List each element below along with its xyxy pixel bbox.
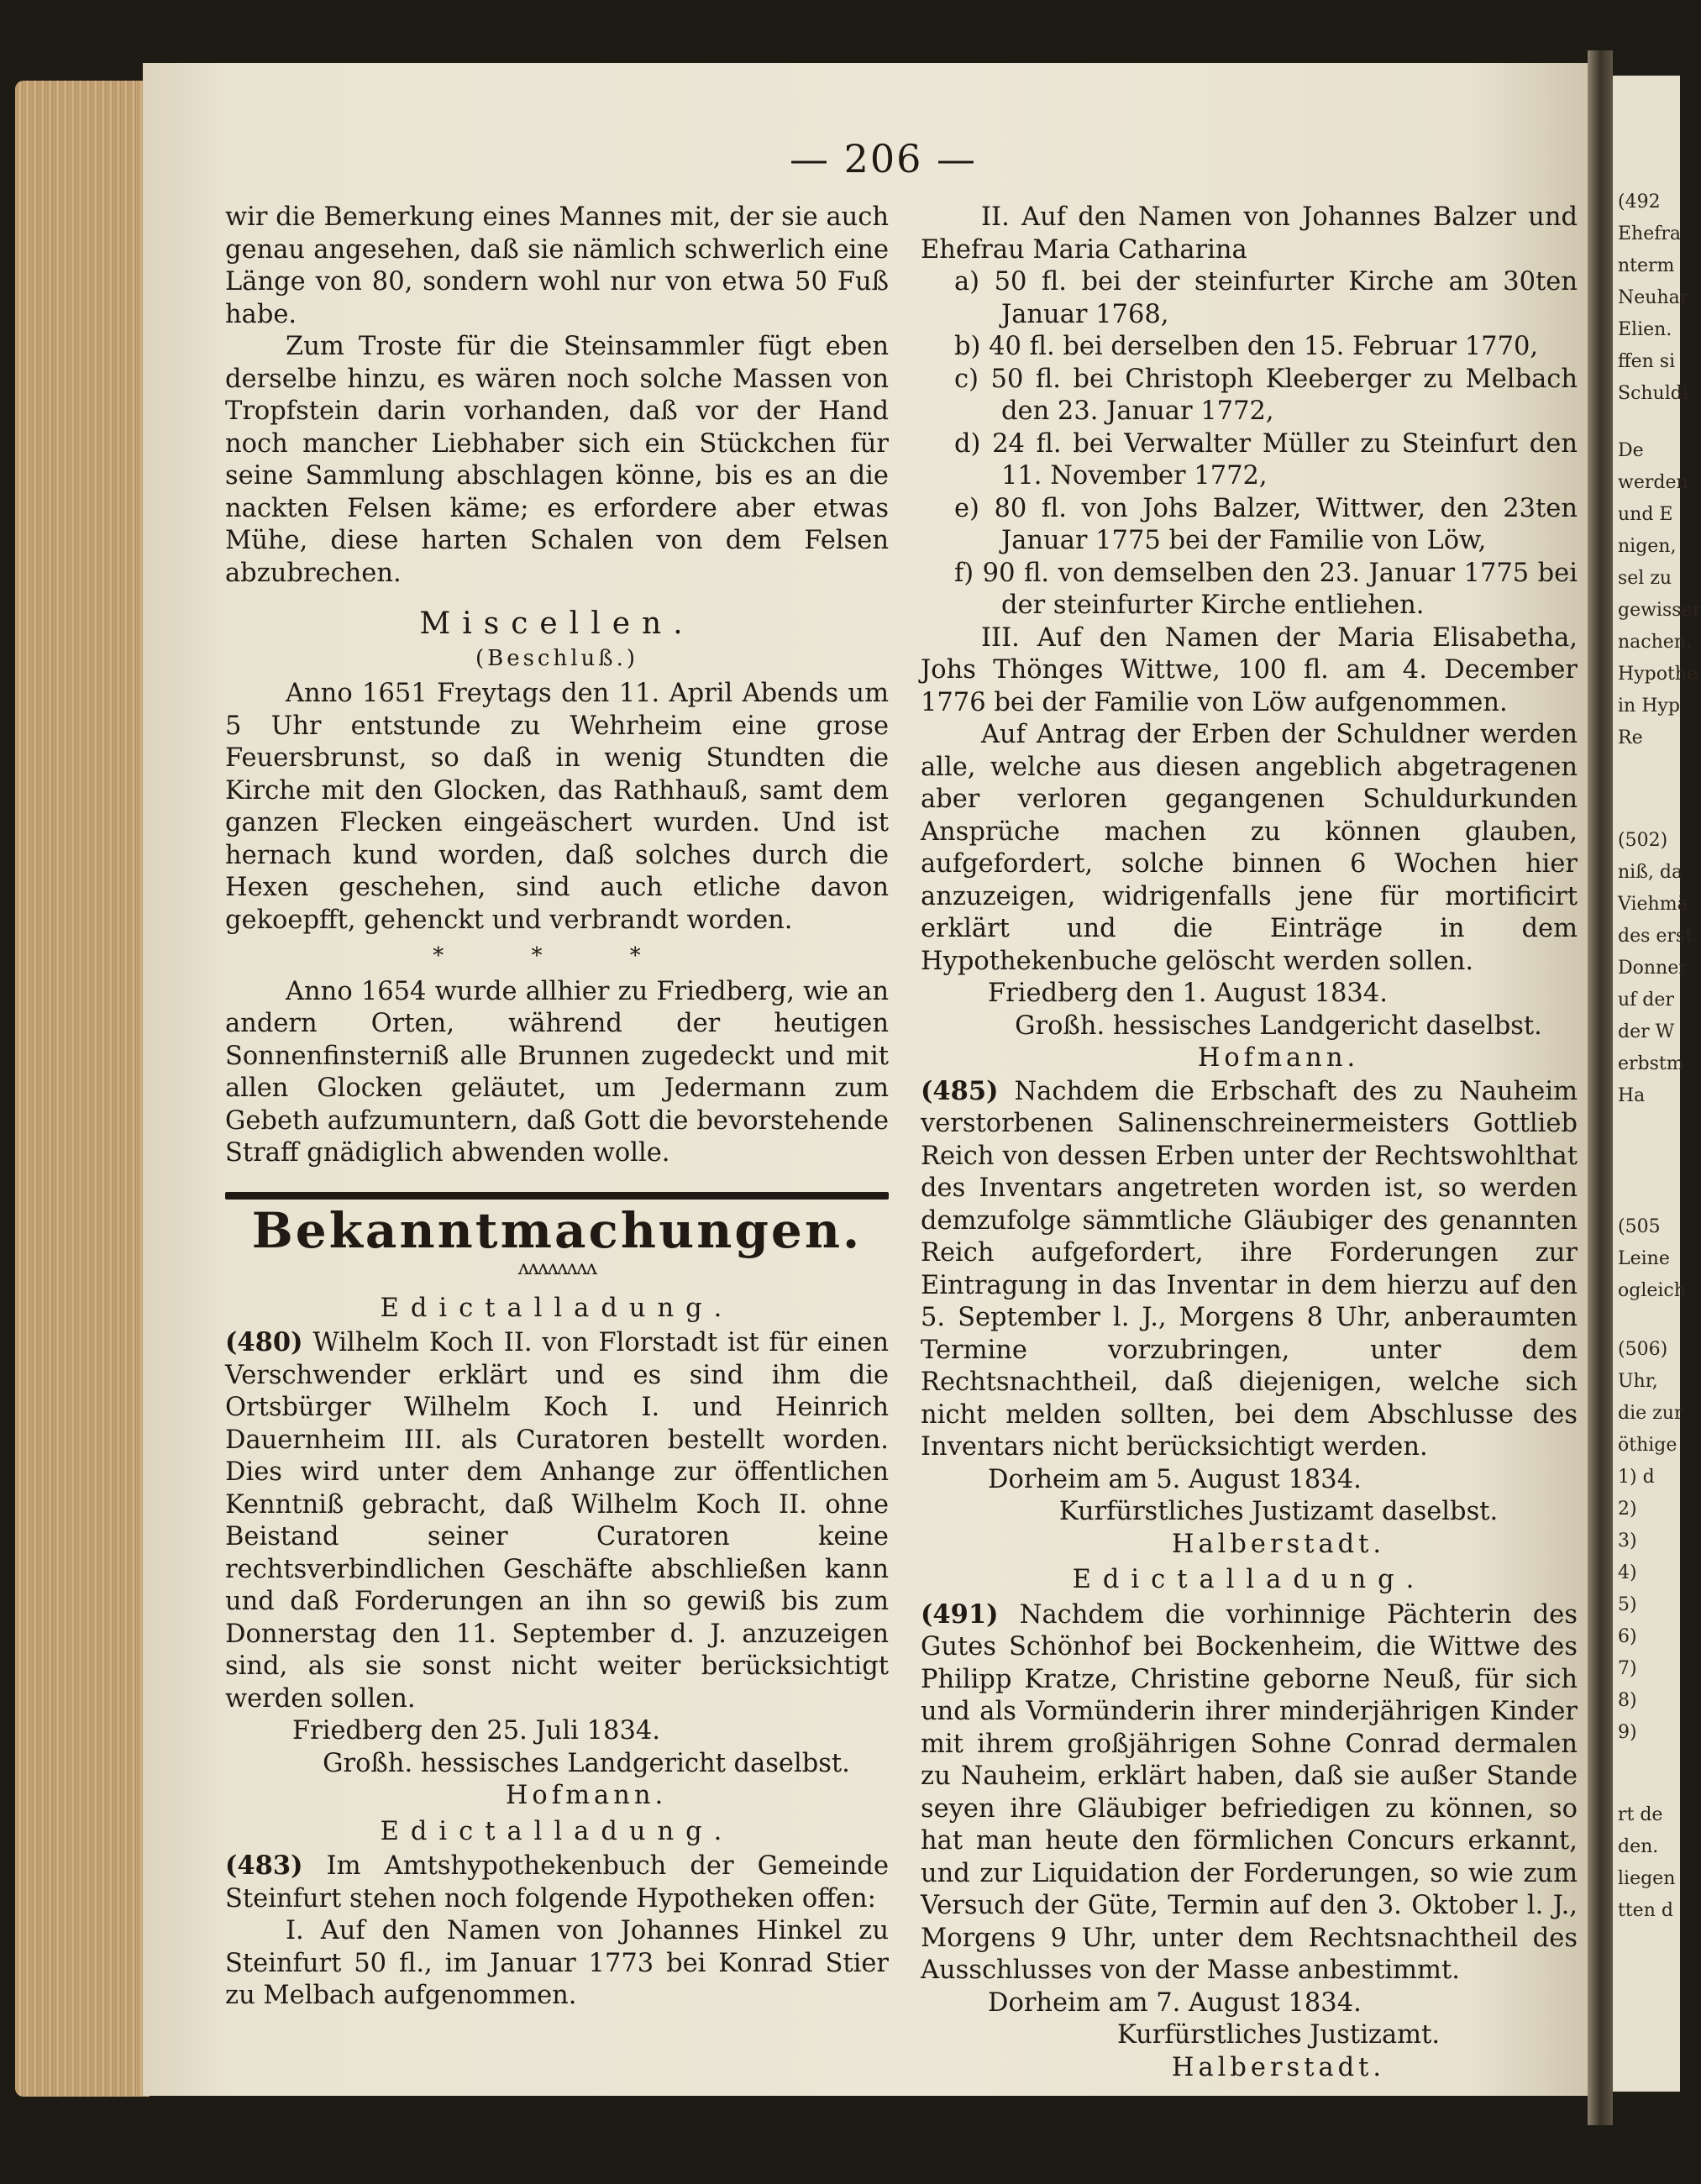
notice-number: (483)	[225, 1851, 303, 1881]
notice-place-date: Friedberg den 25. Juli 1834.	[292, 1716, 660, 1746]
next-page-fragment: 2)	[1618, 1499, 1637, 1520]
ornament-divider: ʌʌʌʌʌʌʌʌ	[517, 1256, 596, 1279]
next-page-fragment: ffen si	[1618, 351, 1676, 372]
next-page-fragment: gewisser	[1618, 600, 1701, 621]
miscellen-subheading: (Beschluß.)	[475, 645, 639, 671]
next-page-fragment: 1) d	[1618, 1467, 1655, 1488]
edict-heading: Edictalladung.	[380, 1293, 734, 1323]
mortgage-section-I: I. Auf den Namen von Johannes Hinkel zu Steinfurt 50 fl., im Januar 1773 bei Konrad Stier zu Melbach aufgenommen.	[225, 1916, 889, 2010]
book-gutter	[1588, 50, 1613, 2125]
next-page-edge	[1613, 76, 1701, 2092]
edict-heading: Edictalladung.	[380, 1816, 734, 1846]
notice-483	[225, 1850, 889, 1915]
next-page-fragment: Donner	[1618, 958, 1688, 979]
announcements-heading: Bekanntmachungen.	[251, 1201, 863, 1259]
notice-485	[921, 1075, 1578, 1464]
next-page-fragment: (492	[1618, 192, 1661, 213]
notice-signer: Hofmann.	[1197, 1043, 1360, 1073]
next-page-fragment: nterm	[1618, 255, 1675, 276]
notice-signer: Hofmann.	[505, 1781, 668, 1810]
mortgage-item-a: a) 50 fl. bei der steinfurter Kirche am 30ten Januar 1768,	[954, 267, 1578, 329]
next-page-fragment: sel zu	[1618, 568, 1672, 589]
next-page-fragment: De	[1618, 440, 1644, 461]
mortgage-item-d: d) 24 fl. bei Verwalter Müller zu Steinfurt den 11. November 1772,	[954, 428, 1578, 491]
mortgage-item-b: b) 40 fl. bei derselben den 15. Februar 1770,	[954, 332, 1539, 361]
next-page-fragment: (505	[1618, 1216, 1661, 1237]
next-page-fragment: nigen,	[1618, 536, 1677, 557]
mortgage-item-e: e) 80 fl. von Johs Balzer, Wittwer, den 23ten Januar 1775 bei der Familie von Löw,	[954, 493, 1578, 555]
next-page-fragment: nachen,	[1618, 632, 1692, 653]
next-page-fragment: Schuldi	[1618, 383, 1688, 404]
mortgage-section-III: III. Auf den Namen der Maria Elisabetha, Johs Thönges Wittwe, 100 fl. am 4. December 1776 bei der Familie von Löw aufgenommen.	[921, 622, 1578, 717]
next-page-fragment: Neuhar	[1618, 287, 1689, 308]
book-page-edges	[15, 81, 150, 2097]
notice-text: Wilhelm Koch II. von Florstadt ist für einen Verschwender erklärt und es sind ihm die Ortsbürger Wilhelm Koch I. und Heinrich Dauernheim III. als Curatoren bestellt worden. Dies wird unter dem Anhange zur öffentlichen Kenntniß gebracht, daß Wilhelm Koch II. ohne Beistand seiner Curatoren keine rechtsverbindlichen Geschäfte abschließen kann und daß Forderungen an ihn so gewiß bis zum Donnerstag den 11. September d. J. anzuzeigen sind, als sie sonst nicht weiter berücksichtigt werden sollen.	[225, 1328, 890, 1714]
notice-court: Kurfürstliches Justizamt daselbst.	[1058, 1497, 1499, 1526]
intro-paragraph: wir die Bemerkung eines Mannes mit, der sie auch genau angesehen, daß sie nämlich schwerlich eine Länge von 80, sondern wohl nur von etwa 50 Fuß habe.	[225, 202, 889, 329]
next-page-fragment: öthige	[1618, 1435, 1677, 1456]
next-page-fragment: 8)	[1618, 1690, 1637, 1711]
mortgage-item-f: f) 90 fl. von demselben den 23. Januar 1775 bei der steinfurter Kirche entliehen.	[954, 558, 1578, 620]
miscellen-heading: Miscellen.	[419, 606, 695, 641]
notice-text: Im Amtshypothekenbuch der Gemeinde Steinfurt stehen noch folgende Hypotheken offen:	[225, 1851, 889, 1914]
notice-signer: Halberstadt.	[1171, 1529, 1386, 1559]
next-page-fragment: Hypothe	[1618, 664, 1698, 685]
mortgage-item-c: c) 50 fl. bei Christoph Kleeberger zu Melbach den 23. Januar 1772,	[954, 364, 1578, 426]
next-page-fragment: der W	[1618, 1021, 1675, 1042]
miscellen-paragraph-1654: Anno 1654 wurde allhier zu Friedberg, wie an andern Orten, während der heutigen Sonnenfinsterniß alle Brunnen zugedeckt und mit allen Glocken geläutet, um Jedermann zum Gebeth aufzumuntern, daß Gott die bevorstehende Straff gnädiglich abwenden wolle.	[225, 976, 889, 1168]
next-page-fragment: des erst	[1618, 926, 1693, 947]
next-page-fragment: uf der	[1618, 990, 1674, 1011]
next-page-fragment: Elien.	[1618, 319, 1672, 340]
notice-number: (485)	[921, 1075, 999, 1106]
next-page-fragment: 5)	[1618, 1594, 1637, 1615]
next-page-fragment: Leine	[1618, 1248, 1670, 1269]
next-page-fragment: 3)	[1618, 1530, 1637, 1551]
notice-place-date: Friedberg den 1. August 1834.	[988, 979, 1388, 1008]
next-page-fragment: rt de	[1618, 1804, 1663, 1825]
next-page-fragment: werden	[1618, 472, 1688, 493]
miscellen-paragraph-1651: Anno 1651 Freytags den 11. April Abends um 5 Uhr entstunde zu Wehrheim eine grose Feuersbrunst, so daß in wenig Stundten die Kirche mit den Glocken, das Rathhauß, samt dem ganzen Flecken eingeäschert wurden. Und ist hernach kund worden, daß solches durch die Hexen geschehen, sind auch etliche davon gekoepfft, gehenckt und verbrandt worden.	[225, 679, 889, 935]
next-page-fragment: den.	[1618, 1836, 1659, 1857]
notice-court: Großh. hessisches Landgericht daselbst.	[323, 1748, 850, 1778]
next-page-fragment: tten d	[1618, 1900, 1673, 1921]
notice-480	[225, 1326, 889, 1715]
notice-court: Großh. hessisches Landgericht daselbst.	[1015, 1011, 1542, 1041]
next-page-fragment: ogleich	[1618, 1280, 1686, 1301]
next-page-fragment: in Hyp	[1618, 696, 1680, 717]
steinsammler-paragraph: Zum Troste für die Steinsammler fügt eben derselbe hinzu, es wären noch solche Massen von Tropfstein darin vorhanden, daß vor der Hand noch mancher Liebhaber sich ein Stückchen für seine Sammlung abschlagen könne, bis es an die nackten Felsen käme; es erfordere aber etwas Mühe, diese harten Schalen von dem Felsen abzubrechen.	[225, 332, 889, 588]
next-page-fragment: erbstm	[1618, 1053, 1684, 1074]
notice-text: Nachdem die Erbschaft des zu Nauheim verstorbenen Salinenschreinermeisters Gottlieb Reich von dessen Erben unter der Rechtswohlthat des Inventars angetreten worden ist, so werden demzufolge sämmtliche Gläubiger des genannten Reich aufgefordert, ihre Forderungen zur Eintragung in das Inventar in dem hierzu auf den 5. September l. J., Morgens 8 Uhr, anberaumten Termine vorzubringen, unter dem Rechtsnachtheil, daß diejenigen, welche sich nicht melden sollten, bei dem Abschlusse des Inventars nicht berücksichtigt werden.	[921, 1076, 1578, 1462]
next-page-fragment: Uhr,	[1618, 1371, 1658, 1392]
notice-483-request: Auf Antrag der Erben der Schuldner werden alle, welche aus diesen angeblich abgetragenen aber verloren gegangenen Schuldurkunden Ansprüche machen zu können glauben, aufgefordert, solche binnen 6 Wochen hier anzuzeigen, widrigenfalls jene für mortificirt erklärt und die Einträge in dem Hypothekenbuche gelöscht werden sollen.	[921, 720, 1578, 976]
notice-place-date: Dorheim am 7. August 1834.	[988, 1987, 1362, 2018]
notice-text: Nachdem die vorhinnige Pächterin des Gutes Schönhof bei Bockenheim, die Wittwe des Philipp Kratze, Christine geborne Neuß, für sich und als Vormünderin ihrer minderjährigen Kinder mit ihrem großjährigen Sohne Conrad dermalen zu Nauheim, erklärt haben, daß sie außer Stande seyen ihre Gläubiger befriedigen zu können, so hat man heute den förmlichen Concurs erkannt, und zur Liquidation der Forderungen, so wie zum Versuch der Güte, Termin auf den 3. Oktober l. J., Morgens 9 Uhr, unter dem Rechtsnachtheil des Ausschlusses von der Masse anbestimmt.	[921, 1599, 1578, 1985]
page-number: — 206 —	[790, 136, 978, 181]
edict-heading: Edictalladung.	[1072, 1565, 1426, 1594]
next-page-fragment: niß, da	[1618, 862, 1683, 883]
notice-number: (491)	[921, 1599, 999, 1630]
next-page-fragment: Ha	[1618, 1085, 1646, 1106]
next-page-fragment: Re	[1618, 727, 1643, 748]
section-rule	[225, 1192, 889, 1200]
next-page-fragment: liegen	[1618, 1868, 1676, 1889]
next-page-fragment: 6)	[1618, 1626, 1637, 1647]
notice-491	[921, 1599, 1578, 1987]
right-column	[921, 202, 1578, 2084]
notice-number: (480)	[225, 1327, 303, 1357]
notice-signer: Halberstadt.	[1171, 2052, 1386, 2082]
next-page-fragment: 9)	[1618, 1722, 1637, 1743]
asterism-divider: * * *	[433, 943, 681, 969]
left-column	[225, 202, 889, 2013]
notice-place-date: Dorheim am 5. August 1834.	[988, 1464, 1362, 1494]
notice-court: Kurfürstliches Justizamt.	[1116, 2020, 1441, 2050]
next-page-fragment: und E	[1618, 504, 1673, 525]
next-page-fragment: die zur	[1618, 1403, 1683, 1424]
next-page-fragment: Ehefra	[1618, 223, 1682, 244]
mortgage-section-II: II. Auf den Namen von Johannes Balzer und Ehefrau Maria Catharina	[921, 202, 1578, 265]
next-page-fragment: Viehmä	[1618, 894, 1688, 915]
next-page-fragment: (502)	[1618, 830, 1668, 851]
next-page-fragment: (506)	[1618, 1339, 1668, 1360]
next-page-fragment: 4)	[1618, 1562, 1637, 1583]
next-page-fragment: 7)	[1618, 1658, 1637, 1679]
